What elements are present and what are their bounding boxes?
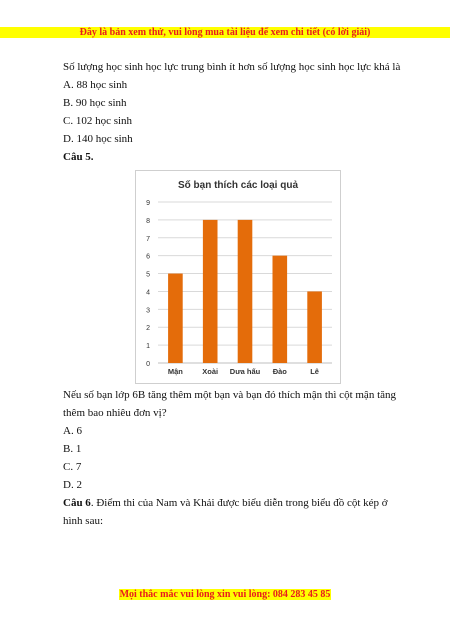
preview-banner [0, 27, 450, 38]
question-6-stem-line-1 [63, 494, 413, 512]
question-5-stem-line-2: thêm bao nhiêu đơn vị? [63, 407, 167, 419]
question-5-option-b: B. 1 [63, 443, 82, 455]
bar-chart [135, 170, 341, 384]
question-4-option-a: A. 88 học sinh [63, 79, 128, 91]
bar [168, 274, 183, 363]
y-tick-label: 3 [146, 307, 150, 315]
y-tick-label: 0 [146, 361, 150, 368]
bar [238, 220, 253, 363]
document-body [63, 58, 413, 166]
question-4-option-b: B. 90 học sinh [63, 97, 127, 109]
question-4-stem: Số lượng học sinh học lực trung bình ít hơn số lượng học sinh học lực khá là [63, 61, 401, 73]
question-4-option-d: D. 140 học sinh [63, 133, 133, 145]
bar-chart-svg [136, 171, 340, 383]
question-4-option-c: C. 102 học sinh [63, 115, 133, 127]
contact-footer-text: Mọi thắc mắc vui lòng xin vui lòng: 084 283 45 85 [119, 589, 331, 600]
question-5-option-c: C. 7 [63, 461, 82, 473]
question-5-option-d: D. 2 [63, 479, 82, 491]
question-6-label: Câu 6 [63, 497, 91, 509]
question-5-label: Câu 5. [63, 151, 94, 163]
bar [272, 256, 287, 363]
x-category-label: Mận [167, 367, 183, 376]
preview-banner-text: Đây là bản xem thử, vui lòng mua tài liệu để xem chi tiết (có lời giải) [79, 27, 371, 38]
question-5-option-a: A. 6 [63, 425, 82, 437]
document-body-2 [63, 386, 413, 530]
question-5-stem-line-1: Nếu số bạn lớp 6B tăng thêm một bạn và bạn đó thích mận thì cột mận tăng [63, 389, 397, 401]
contact-footer [0, 589, 450, 600]
x-category-label: Xoài [202, 367, 219, 376]
y-tick-label: 5 [146, 271, 150, 279]
question-6-stem-line-2: hình sau: [63, 515, 104, 527]
y-tick-label: 7 [146, 235, 150, 243]
x-category-label: Dưa hấu [229, 367, 261, 376]
y-tick-label: 1 [146, 343, 150, 351]
y-tick-label: 9 [146, 200, 150, 207]
x-category-label: Lê [310, 367, 319, 376]
x-category-label: Đào [272, 367, 287, 376]
y-tick-label: 8 [146, 217, 150, 225]
question-6-stem-text: . Điểm thi của Nam và Khải được biểu diễn trong biểu đồ cột kép ở [90, 497, 388, 509]
y-tick-label: 2 [146, 325, 150, 333]
y-tick-label: 4 [146, 289, 150, 297]
chart-title: Số bạn thích các loại quả [177, 180, 299, 191]
bar [307, 291, 322, 363]
y-tick-label: 6 [146, 253, 150, 261]
bar [203, 220, 218, 363]
